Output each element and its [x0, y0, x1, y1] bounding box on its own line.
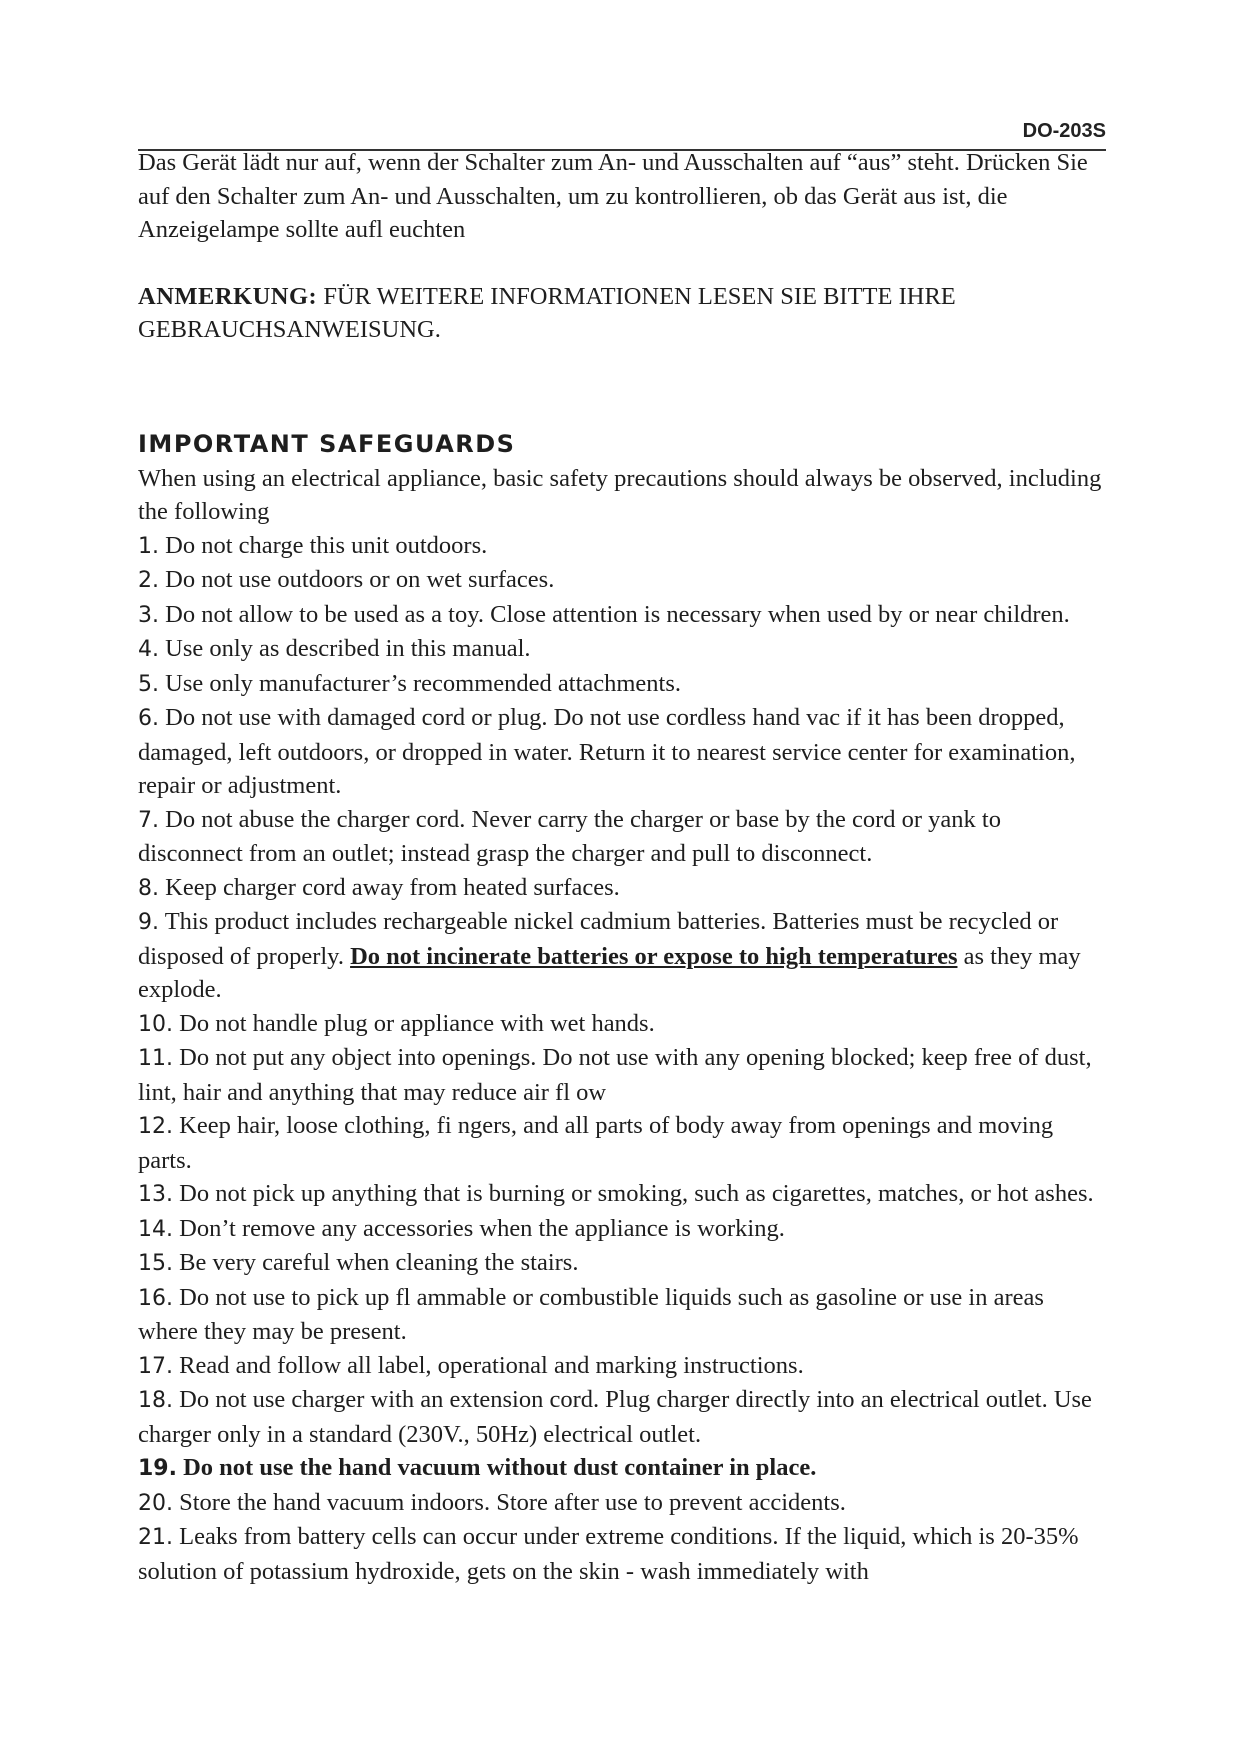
item-text: Do not pick up anything that is burning or smoking, such as cigarettes, matches, or hot ashes. [179, 1180, 1094, 1207]
safeguards-intro: When using an electrical appliance, basic safety precautions should always be observed, including the following [138, 464, 1102, 525]
item-number: 18. [138, 1388, 173, 1413]
item-number: 14. [138, 1216, 173, 1242]
item-text: Be very careful when cleaning the stairs. [179, 1249, 579, 1276]
list-item [138, 1349, 1106, 1384]
list-item [138, 1041, 1106, 1109]
item-text: Use only as described in this manual. [165, 635, 531, 662]
list-item [138, 1451, 1106, 1486]
note-text: FÜR WEITERE INFORMATIONEN LESEN SIE BITTE IHRE GEBRAUCHSANWEISUNG. [138, 282, 956, 343]
list-item [138, 1109, 1106, 1177]
safeguards-heading: IMPORTANT SAFEGUARDS [138, 429, 516, 458]
item-number: 21. [138, 1525, 173, 1550]
item-text: Do not put any object into openings. Do not use with any opening blocked; keep free of dust, lint, hair and anything that may reduce air fl ow [138, 1044, 1092, 1106]
item-number: 7. [138, 807, 159, 833]
item-text: Do not charge this unit outdoors. [165, 531, 488, 559]
item-text-end: as they may explode. [138, 942, 1081, 1003]
item-text: Do not use with damaged cord or plug. Do not use cordless hand vac if it has been dropped, damaged, left outdoors, or dropped in water. Return it to nearest service center for examination, repair or adjustment. [138, 704, 1076, 799]
item-number: 5. [138, 671, 159, 697]
item-text: Use only manufacturer’s recommended attachments. [165, 669, 682, 697]
item-text: Do not use to pick up fl ammable or combustible liquids such as gasoline or use in areas where they may be present. [138, 1283, 1044, 1345]
list-item [138, 563, 1106, 598]
item-warning-emphasis: Do not incinerate batteries or expose to high temperatures [350, 942, 958, 970]
list-item [138, 1246, 1106, 1281]
list-item [138, 1007, 1106, 1042]
german-note [138, 280, 1106, 347]
item-text: Don’t remove any accessories when the appliance is working. [179, 1214, 785, 1242]
item-text: Do not use outdoors or on wet surfaces. [165, 566, 555, 593]
list-item [138, 529, 1106, 564]
item-text: Do not use the hand vacuum without dust container in place. [183, 1454, 817, 1481]
model-number: DO-203S [1022, 120, 1106, 142]
list-item [138, 871, 1106, 906]
list-item [138, 1212, 1106, 1247]
list-item [138, 632, 1106, 667]
item-number: 19. [138, 1456, 177, 1481]
item-text: Keep charger cord away from heated surfaces. [165, 873, 620, 901]
item-text: Store the hand vacuum indoors. Store after use to prevent accidents. [179, 1488, 846, 1516]
german-paragraph: Das Gerät lädt nur auf, wenn der Schalter zum An- und Ausschalten auf “aus” steht. Drücken Sie auf den Schalter zum An- und Ausschalten, um zu kontrollieren, ob das Gerät aus ist, die Anzeigelampe sollte aufl euchten [138, 149, 1088, 243]
item-text: Read and follow all label, operational and marking instructions. [179, 1351, 804, 1379]
list-item [138, 667, 1106, 702]
item-number: 8. [138, 875, 159, 901]
list-item [138, 1383, 1106, 1451]
list-item [138, 701, 1106, 803]
item-number: 15. [138, 1251, 173, 1276]
list-item [138, 905, 1106, 1007]
item-text: Do not allow to be used as a toy. Close attention is necessary when used by or near children. [165, 600, 1070, 628]
list-item [138, 598, 1106, 633]
item-number: 20. [138, 1490, 173, 1516]
item-text: Do not use charger with an extension cord. Plug charger directly into an electrical outlet. Use charger only in a standard (230V., 50Hz) electrical outlet. [138, 1386, 1092, 1448]
item-number: 3. [138, 602, 159, 628]
item-number: 9. [138, 910, 159, 935]
item-number: 11. [138, 1046, 173, 1071]
item-text: Keep hair, loose clothing, fi ngers, and all parts of body away from openings and moving parts. [138, 1112, 1054, 1174]
item-number: 12. [138, 1114, 173, 1139]
item-text: Leaks from battery cells can occur under extreme conditions. If the liquid, which is 20-35% solution of potassium hydroxide, gets on the skin - wash immediately with [138, 1523, 1079, 1585]
list-item [138, 1520, 1106, 1588]
note-label: ANMERKUNG: [138, 282, 318, 310]
safeguards-list [138, 529, 1106, 1589]
item-text: Do not abuse the charger cord. Never carry the charger or base by the cord or yank to disconnect from an outlet; instead grasp the charger and pull to disconnect. [138, 805, 1001, 867]
item-text: This product includes rechargeable nickel cadmium batteries. Batteries must be recycled or disposed of properly. [138, 908, 1059, 970]
list-item [138, 1177, 1106, 1212]
item-number: 16. [138, 1285, 173, 1311]
item-number: 6. [138, 706, 159, 731]
item-number: 4. [138, 637, 159, 662]
list-item [138, 1486, 1106, 1521]
list-item [138, 1281, 1106, 1349]
item-number: 2. [138, 568, 159, 593]
item-number: 10. [138, 1011, 173, 1037]
item-number: 13. [138, 1182, 173, 1207]
page-content [138, 146, 1106, 1588]
list-item [138, 803, 1106, 871]
item-text: Do not handle plug or appliance with wet hands. [179, 1009, 655, 1037]
item-number: 1. [138, 533, 159, 559]
item-number: 17. [138, 1353, 173, 1379]
